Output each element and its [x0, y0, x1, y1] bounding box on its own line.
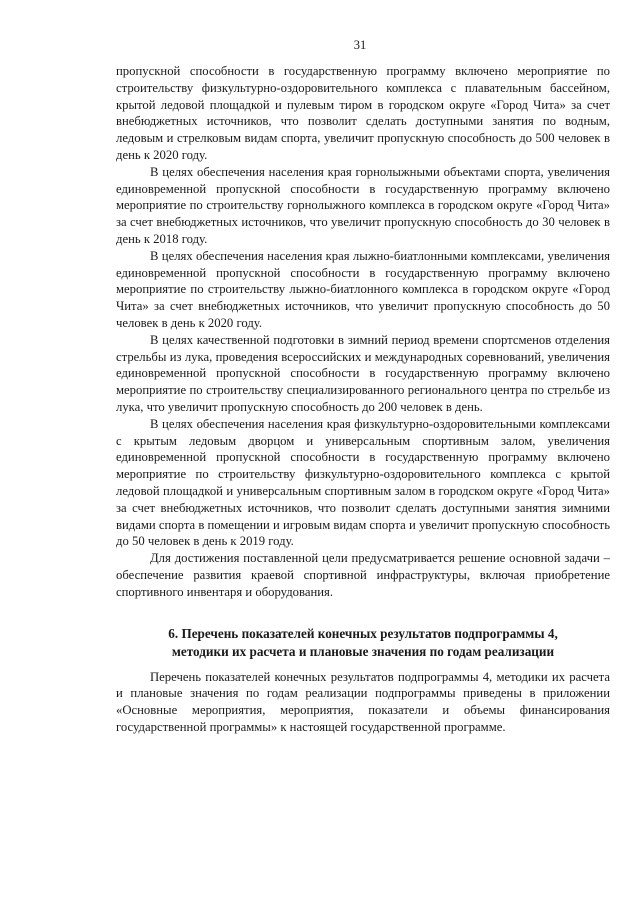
section-heading: [116, 625, 610, 661]
page-number: 31: [353, 38, 367, 52]
section-body-paragraph: Перечень показателей конечных результатов подпрограммы 4, методики их расчета и плановые значения по годам реализации подпрограммы приведены в приложении «Основные мероприятия, мероприятия, показатели и объемы финансирования государственной программы» к настоящей государственной программе.: [116, 669, 610, 734]
paragraph-continuation: пропускной способности в государственную программу включено мероприятие по строительству физкультурно-оздоровительного комплекса с плавательным бассейном, крытой ледовой площадкой и пулевым тиром в городском округе «Город Чита» за счет внебюджетных источников, что позволит сделать доступными занятия по водным, ледовым и стрелковым видам спорта, увеличит пропускную способность до 500 человек в день к 2020 году.: [116, 64, 610, 162]
paragraph-archery-center: В целях качественной подготовки в зимний период времени спортсменов отделения стрельбы из лука, проведения всероссийских и международных соревнований, увеличения единовременной пропускной способности в государственную программу включено мероприятие по строительству специализированного регионального центра по стрельбе из лука, что увеличит пропускную способность до 200 человек в день.: [116, 332, 610, 414]
document-body: [116, 63, 610, 736]
paragraph-main-task: Для достижения поставленной цели предусматривается решение основной задачи – обеспечение развития краевой спортивной инфраструктуры, включая приобретение спортивного инвентаря и оборудования.: [116, 551, 610, 599]
section-heading-line-1: 6. Перечень показателей конечных результатов подпрограммы 4,: [168, 625, 558, 641]
paragraph-biathlon-complex: В целях обеспечения населения края лыжно-биатлонными комплексами, увеличения единовременной пропускной способности в государственную программу включено мероприятие по строительству лыжно-биатлонного комплекса в городском округе «Город Чита» за счет внебюджетных источников, что увеличит пропускную способность до 50 человек в день к 2020 году.: [116, 248, 610, 330]
section-heading-line-2: методики их расчета и плановые значения по годам реализации: [171, 643, 555, 659]
paragraph-ski-complex: В целях обеспечения населения края горнолыжными объектами спорта, увеличения единовременной пропускной способности в государственную программу включено мероприятие по строительству горнолыжного комплекса в городском округе «Город Чита» за счет внебюджетных источников, что увеличит пропускную способность до 30 человек в день к 2018 году.: [116, 164, 610, 246]
paragraph-ice-palace: В целях обеспечения населения края физкультурно-оздоровительными комплексами с крытым ледовым дворцом и универсальным спортивным залом, увеличения единовременной пропускной способности в государственную программу включено мероприятие по строительству физкультурно-оздоровительного комплекса с крытой ледовой площадкой и универсальным спортивным залом в городском округе «Город Чита» за счет внебюджетных источников, что позволит сделать доступными занятия зимними видами спорта в помещении и игровым видам спорта и увеличит пропускную способность до 50 человек в день к 2019 году.: [116, 416, 610, 549]
